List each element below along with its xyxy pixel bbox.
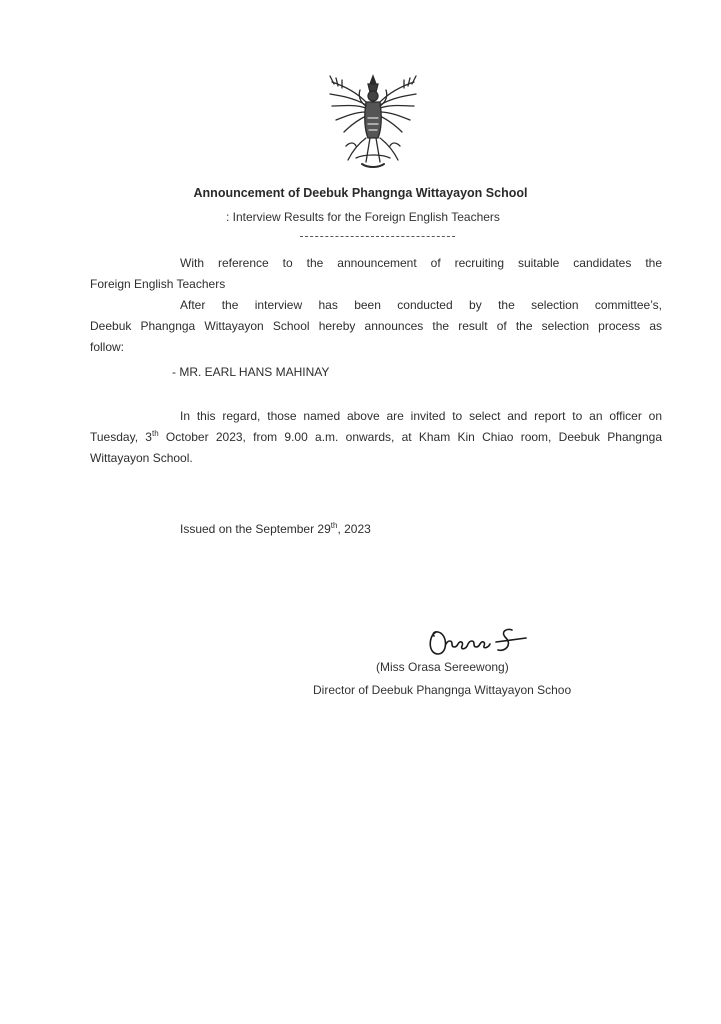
issued-date [180, 519, 371, 540]
handwritten-signature [426, 624, 536, 660]
signatory-name: (Miss Orasa Sereewong) [376, 660, 509, 674]
paragraph-3-line-1: In this regard, those named above are invited to select and report to an officer on [180, 409, 662, 423]
report-date-day: Tuesday, 3 [90, 430, 152, 444]
paragraph-3-line-2 [90, 427, 662, 448]
candidate-name: - MR. EARL HANS MAHINAY [172, 365, 330, 379]
paragraph-1-line-1: With reference to the announcement of recruiting suitable candidates the [180, 256, 662, 270]
report-details: October 2023, from 9.00 a.m. onwards, at Kham Kin Chiao room, Deebuk Phangnga [158, 430, 663, 444]
issued-ordinal-suffix: th [330, 521, 338, 530]
signatory-title: Director of Deebuk Phangnga Wittayayon Schoo [313, 683, 572, 697]
paragraph-2-line-3: follow: [90, 340, 125, 354]
date-ordinal-suffix: th [151, 429, 159, 438]
paragraph-2-line-2: Deebuk Phangnga Wittayayon School hereby announces the result of the selection process as [90, 319, 662, 333]
paragraph-2-line-1: After the interview has been conducted by the selection committee’s, [180, 298, 662, 312]
title-divider [300, 236, 455, 237]
paragraph-3-line-3: Wittayayon School. [90, 451, 193, 465]
paragraph-1-line-2: Foreign English Teachers [90, 277, 226, 291]
issued-year: , 2023 [337, 522, 371, 536]
document-title: Announcement of Deebuk Phangnga Wittayayon School [193, 186, 528, 200]
document-subtitle: : Interview Results for the Foreign English Teachers [226, 210, 500, 224]
garuda-emblem-icon [326, 72, 420, 172]
issued-date-text: Issued on the September 29 [180, 522, 331, 536]
